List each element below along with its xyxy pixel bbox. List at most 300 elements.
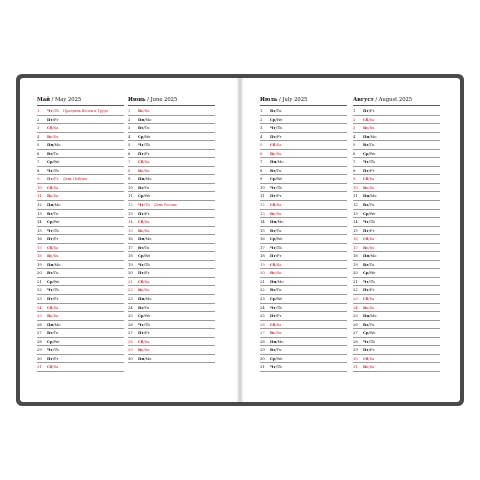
day-row — [353, 227, 440, 236]
day-row — [128, 141, 215, 150]
day-number: 12 — [353, 203, 358, 208]
day-row — [37, 338, 124, 347]
weekday-ru: Вт — [47, 211, 53, 216]
month-column-july — [260, 96, 347, 372]
day-row — [260, 261, 347, 270]
day-number: 18 — [260, 254, 265, 259]
day-number: 27 — [37, 331, 42, 336]
weekday-label: Пн/Mo — [47, 322, 61, 327]
weekday-ru: Пт — [47, 117, 53, 122]
day-row — [260, 363, 347, 372]
weekday-label: Вс/Su — [363, 185, 375, 190]
weekday-label: Сб/Sa — [270, 262, 282, 267]
weekday-label: Чт/Th — [270, 365, 282, 370]
weekday-en: Tu — [369, 143, 375, 148]
weekday-en: We — [144, 314, 151, 319]
weekday-en: We — [369, 271, 376, 276]
day-number: 6 — [37, 151, 40, 156]
weekday-ru: Пн — [270, 160, 277, 165]
weekday-en: Fr — [277, 194, 282, 199]
weekday-label: Вт/Tu — [138, 305, 150, 310]
day-row — [260, 269, 347, 278]
day-number: 22 — [353, 288, 358, 293]
day-number: 23 — [353, 297, 358, 302]
weekday-ru: Сб — [138, 339, 144, 344]
day-number: 11 — [353, 194, 358, 199]
weekday-en: Mo — [145, 356, 152, 361]
day-number: 18 — [37, 254, 42, 259]
day-row — [353, 244, 440, 253]
day-number: 7 — [260, 160, 263, 165]
weekday-ru: Пт — [363, 288, 369, 293]
weekday-label: Вс/Su — [363, 305, 375, 310]
weekday-label: Вт/Tu — [270, 228, 282, 233]
holiday-note: День России — [154, 203, 177, 208]
weekday-label: Пн/Mo — [138, 237, 152, 242]
weekday-label: Пт/Fr — [47, 237, 59, 242]
weekday-ru: Сб — [363, 177, 369, 182]
day-row — [37, 278, 124, 287]
month-header: Июнь / June 2025 — [128, 97, 178, 103]
day-number: 18 — [353, 254, 358, 259]
month-header: Май / May 2025 — [37, 97, 82, 103]
day-number: 23 — [260, 297, 265, 302]
weekday-label: Вт/Tu — [47, 211, 59, 216]
weekday-en: Mo — [370, 314, 377, 319]
weekday-label: Вс/Su — [363, 126, 375, 131]
day-number: 24 — [128, 305, 133, 310]
day-row — [353, 269, 440, 278]
day-number: 1 — [128, 109, 131, 113]
day-number: 29 — [128, 348, 133, 353]
weekday-ru: Сб — [270, 262, 276, 267]
weekday-ru: Вт — [270, 109, 276, 113]
day-row — [353, 363, 440, 372]
day-row — [128, 210, 215, 219]
day-number: 16 — [128, 237, 133, 242]
day-number: 10 — [128, 185, 133, 190]
weekday-label: Пт/Fr — [270, 194, 282, 199]
weekday-label: Ср/We — [363, 271, 376, 276]
weekday-ru: Вт — [270, 168, 276, 173]
day-row — [260, 346, 347, 355]
weekday-en: Su — [53, 314, 59, 319]
weekday-ru: Чт — [138, 322, 144, 327]
day-number: 19 — [37, 262, 42, 267]
weekday-en: Sa — [53, 245, 59, 250]
day-row — [353, 312, 440, 321]
weekday-en: Tu — [369, 203, 375, 208]
weekday-label: Вт/Tu — [270, 109, 282, 113]
weekday-en: We — [369, 331, 376, 336]
weekday-ru: Вс — [363, 126, 369, 131]
month-name-en: June 2025 — [150, 97, 178, 103]
day-row — [353, 295, 440, 304]
weekday-en: Mo — [277, 339, 284, 344]
weekday-ru: Чт — [363, 160, 369, 165]
weekday-ru: Вс — [363, 245, 369, 250]
weekday-label: Ср/We — [138, 314, 151, 319]
day-row — [128, 124, 215, 133]
weekday-en: Su — [369, 185, 375, 190]
day-number: 10 — [353, 185, 358, 190]
weekday-label: Пт/Fr — [363, 288, 375, 293]
weekday-label: Вт/Tu — [47, 331, 59, 336]
weekday-label: Сб/Sa — [47, 185, 59, 190]
day-number: 12 — [260, 203, 265, 208]
day-number: 3 — [128, 126, 131, 131]
day-number: 7 — [37, 160, 40, 165]
weekday-ru: Чт — [363, 339, 369, 344]
weekday-ru: Вс — [47, 194, 53, 199]
day-number: 7 — [353, 160, 356, 165]
weekday-label: Сб/Sa — [138, 220, 150, 225]
weekday-ru: Ср — [363, 331, 369, 336]
weekday-label: Сб/Sa — [138, 339, 150, 344]
weekday-label: Чт/Th — [47, 109, 59, 113]
weekday-ru: Вт — [138, 185, 144, 190]
day-number: 22 — [260, 288, 265, 293]
weekday-en: Mo — [54, 143, 61, 148]
weekday-ru: Вт — [138, 245, 144, 250]
weekday-label: Вс/Su — [363, 365, 375, 370]
day-number: 16 — [353, 237, 358, 242]
day-number: 31 — [260, 365, 265, 370]
weekday-label: Ср/We — [138, 134, 151, 139]
day-row — [128, 295, 215, 304]
weekday-label: Чт/Th — [138, 262, 150, 267]
weekday-en: Tu — [53, 151, 59, 156]
day-row — [128, 201, 215, 210]
weekday-ru: Пт — [270, 314, 276, 319]
weekday-ru: Вт — [363, 262, 369, 267]
weekday-en: Th — [144, 322, 150, 327]
day-list — [37, 107, 124, 372]
weekday-label: Ср/We — [47, 220, 60, 225]
day-row — [260, 304, 347, 313]
weekday-label: Ср/We — [47, 339, 60, 344]
weekday-ru: Пн — [363, 194, 370, 199]
day-number: 26 — [128, 322, 133, 327]
weekday-en: Fr — [370, 228, 375, 233]
weekday-en: Su — [144, 109, 150, 113]
month-header: Июль / July 2025 — [260, 97, 308, 103]
weekday-label: Чт/Th — [270, 126, 282, 131]
weekday-en: Fr — [54, 177, 59, 182]
weekday-label: Пн/Mo — [270, 220, 284, 225]
day-row — [260, 321, 347, 330]
weekday-label: Ср/We — [270, 297, 283, 302]
weekday-label: Вт/Tu — [363, 143, 375, 148]
day-row — [128, 184, 215, 193]
weekday-ru: Вс — [138, 109, 144, 113]
weekday-label: Сб/Sa — [138, 279, 150, 284]
weekday-en: Su — [53, 194, 59, 199]
day-row — [353, 321, 440, 330]
day-number: 21 — [37, 279, 42, 284]
day-number: 16 — [260, 237, 265, 242]
weekday-en: Sa — [53, 305, 59, 310]
weekday-label: Пт/Fr — [270, 254, 282, 259]
day-row — [260, 124, 347, 133]
day-row — [128, 355, 215, 364]
day-number: 12 — [128, 203, 133, 208]
day-list — [260, 107, 347, 372]
day-row — [37, 158, 124, 167]
day-row — [353, 346, 440, 355]
day-row — [37, 261, 124, 270]
day-row — [353, 201, 440, 210]
day-row — [260, 218, 347, 227]
weekday-en: Su — [144, 288, 150, 293]
weekday-label: Пн/Mo — [138, 297, 152, 302]
weekday-ru: Вс — [47, 254, 53, 259]
weekday-ru: Чт — [270, 245, 276, 250]
day-row — [128, 167, 215, 176]
weekday-ru: Вт — [363, 322, 369, 327]
day-number: 28 — [128, 339, 133, 344]
day-row — [37, 227, 124, 236]
day-row — [260, 201, 347, 210]
day-number: 17 — [128, 245, 133, 250]
weekday-en: Th — [53, 109, 59, 113]
day-row — [260, 338, 347, 347]
weekday-label: Ср/We — [363, 331, 376, 336]
weekday-en: Th — [53, 288, 59, 293]
weekday-ru: Вт — [138, 305, 144, 310]
day-number: 1 — [260, 109, 263, 113]
weekday-label: Вт/Tu — [138, 185, 150, 190]
weekday-en: Th — [369, 279, 375, 284]
day-row — [353, 210, 440, 219]
weekday-label: Ср/We — [363, 151, 376, 156]
weekday-ru: Чт — [47, 109, 53, 113]
day-row — [260, 235, 347, 244]
weekday-label: Пн/Mo — [47, 203, 61, 208]
day-number: 19 — [128, 262, 133, 267]
month-name-en: August 2025 — [378, 97, 413, 103]
day-number: 9 — [353, 177, 356, 182]
weekday-ru: Ср — [270, 177, 276, 182]
weekday-ru: Пт — [270, 194, 276, 199]
weekday-ru: Чт — [47, 228, 53, 233]
weekday-label: Вс/Su — [47, 134, 59, 139]
weekday-label: Сб/Sa — [363, 297, 375, 302]
weekday-label: Вс/Su — [363, 245, 375, 250]
weekday-label: Вс/Su — [47, 254, 59, 259]
day-number: 19 — [353, 262, 358, 267]
weekday-label: Сб/Sa — [270, 143, 282, 148]
day-number: 4 — [353, 134, 356, 139]
weekday-en: Fr — [54, 356, 59, 361]
day-row — [37, 269, 124, 278]
weekday-en: Mo — [277, 220, 284, 225]
weekday-en: We — [276, 356, 283, 361]
day-row — [128, 321, 215, 330]
weekday-label: Вт/Tu — [270, 168, 282, 173]
day-row — [37, 312, 124, 321]
weekday-en: Tu — [144, 126, 150, 131]
weekday-ru: Вс — [138, 288, 144, 293]
day-row — [353, 133, 440, 142]
weekday-en: Mo — [145, 297, 152, 302]
day-row — [260, 244, 347, 253]
day-number: 27 — [260, 331, 265, 336]
day-row — [37, 252, 124, 261]
weekday-ru: Вс — [270, 211, 276, 216]
day-number: 30 — [260, 356, 265, 361]
day-number: 13 — [260, 211, 265, 216]
day-row — [128, 269, 215, 278]
day-row — [128, 261, 215, 270]
weekday-label: Чт/Th — [363, 220, 375, 225]
weekday-en: Th — [144, 262, 150, 267]
weekday-label: Вс/Su — [138, 228, 150, 233]
day-row — [353, 184, 440, 193]
day-number: 20 — [260, 271, 265, 276]
weekday-en: Th — [276, 305, 282, 310]
weekday-ru: Ср — [363, 271, 369, 276]
weekday-label: Вс/Su — [138, 288, 150, 293]
day-row — [353, 116, 440, 125]
weekday-label: Ср/We — [270, 177, 283, 182]
day-number: 11 — [260, 194, 265, 199]
day-number: 26 — [353, 322, 358, 327]
day-number: 3 — [260, 126, 263, 131]
weekday-ru: Вт — [270, 228, 276, 233]
day-row — [353, 235, 440, 244]
weekday-en: Tu — [276, 109, 282, 113]
weekday-label: Сб/Sa — [363, 356, 375, 361]
weekday-en: Th — [276, 365, 282, 370]
weekday-en: Sa — [53, 365, 59, 370]
day-row — [353, 167, 440, 176]
weekday-ru: Пн — [270, 339, 277, 344]
weekday-ru: Вт — [363, 143, 369, 148]
weekday-ru: Чт — [270, 305, 276, 310]
weekday-label: Вс/Su — [138, 348, 150, 353]
day-row — [128, 107, 215, 116]
day-number: 2 — [353, 117, 356, 122]
weekday-ru: Пн — [363, 134, 370, 139]
weekday-label: Сб/Sa — [47, 305, 59, 310]
weekday-label: Вс/Su — [270, 151, 282, 156]
day-number: 8 — [37, 168, 40, 173]
weekday-label: Вс/Su — [138, 168, 150, 173]
weekday-ru: Вс — [138, 228, 144, 233]
weekday-en: Th — [369, 220, 375, 225]
weekday-ru: Сб — [363, 297, 369, 302]
month-name-ru: Август — [353, 97, 374, 103]
weekday-label: Пт/Fr — [138, 151, 150, 156]
weekday-label: Пт/Fr — [363, 348, 375, 353]
weekday-ru: Ср — [270, 297, 276, 302]
weekday-label: Сб/Sa — [270, 203, 282, 208]
day-number: 5 — [353, 143, 356, 148]
weekday-en: Tu — [144, 185, 150, 190]
weekday-label: Вт/Tu — [270, 288, 282, 293]
day-row — [260, 278, 347, 287]
weekday-label: Ср/We — [270, 237, 283, 242]
weekday-ru: Чт — [363, 220, 369, 225]
weekday-label: Вс/Su — [47, 314, 59, 319]
day-row — [353, 141, 440, 150]
day-number: 17 — [353, 245, 358, 250]
weekday-en: Sa — [369, 356, 375, 361]
weekday-label: Пн/Mo — [270, 279, 284, 284]
weekday-en: Mo — [54, 262, 61, 267]
day-number: 5 — [260, 143, 263, 148]
weekday-ru: Пт — [270, 134, 276, 139]
day-number: 9 — [260, 177, 263, 182]
day-row — [260, 150, 347, 159]
day-row — [128, 218, 215, 227]
weekday-label: Чт/Th — [138, 143, 150, 148]
day-number: 6 — [128, 151, 131, 156]
weekday-ru: Вс — [270, 151, 276, 156]
day-row — [37, 218, 124, 227]
month-header-rule — [37, 105, 124, 106]
weekday-ru: Пт — [138, 151, 144, 156]
weekday-en: Sa — [369, 117, 375, 122]
weekday-ru: Пн — [270, 220, 277, 225]
day-number: 11 — [37, 194, 42, 199]
weekday-label: Чт/Th — [47, 228, 59, 233]
day-row — [353, 261, 440, 270]
day-number: 27 — [128, 331, 133, 336]
weekday-label: Пт/Fr — [138, 211, 150, 216]
day-row — [128, 312, 215, 321]
day-list — [353, 107, 440, 372]
day-number: 31 — [37, 365, 42, 370]
day-row — [37, 150, 124, 159]
month-name-en: May 2025 — [55, 97, 82, 103]
weekday-ru: Сб — [270, 203, 276, 208]
day-number: 28 — [353, 339, 358, 344]
day-number: 25 — [128, 314, 133, 319]
weekday-en: Sa — [53, 126, 59, 131]
weekday-en: Sa — [276, 143, 282, 148]
weekday-ru: Пн — [138, 177, 145, 182]
day-number: 22 — [128, 288, 133, 293]
weekday-ru: Вт — [270, 348, 276, 353]
weekday-en: Tu — [276, 348, 282, 353]
day-number: 16 — [37, 237, 42, 242]
day-row — [128, 304, 215, 313]
weekday-label: Чт/Th — [270, 185, 282, 190]
weekday-ru: Чт — [270, 126, 276, 131]
weekday-en: We — [276, 117, 283, 122]
weekday-label: Пн/Mo — [363, 134, 377, 139]
day-row — [260, 312, 347, 321]
day-row — [128, 278, 215, 287]
weekday-label: Пт/Fr — [47, 177, 59, 182]
weekday-ru: Чт — [47, 288, 53, 293]
day-row — [37, 235, 124, 244]
weekday-ru: Сб — [47, 305, 53, 310]
weekday-en: We — [369, 211, 376, 216]
day-number: 5 — [37, 143, 40, 148]
weekday-en: Sa — [276, 203, 282, 208]
month-column-june — [128, 96, 215, 363]
weekday-en: Mo — [145, 237, 152, 242]
weekday-ru: Вс — [47, 314, 53, 319]
weekday-label: Пн/Mo — [363, 254, 377, 259]
day-number: 17 — [260, 245, 265, 250]
weekday-ru: Ср — [363, 211, 369, 216]
weekday-label: Вт/Tu — [47, 151, 59, 156]
day-row — [260, 175, 347, 184]
